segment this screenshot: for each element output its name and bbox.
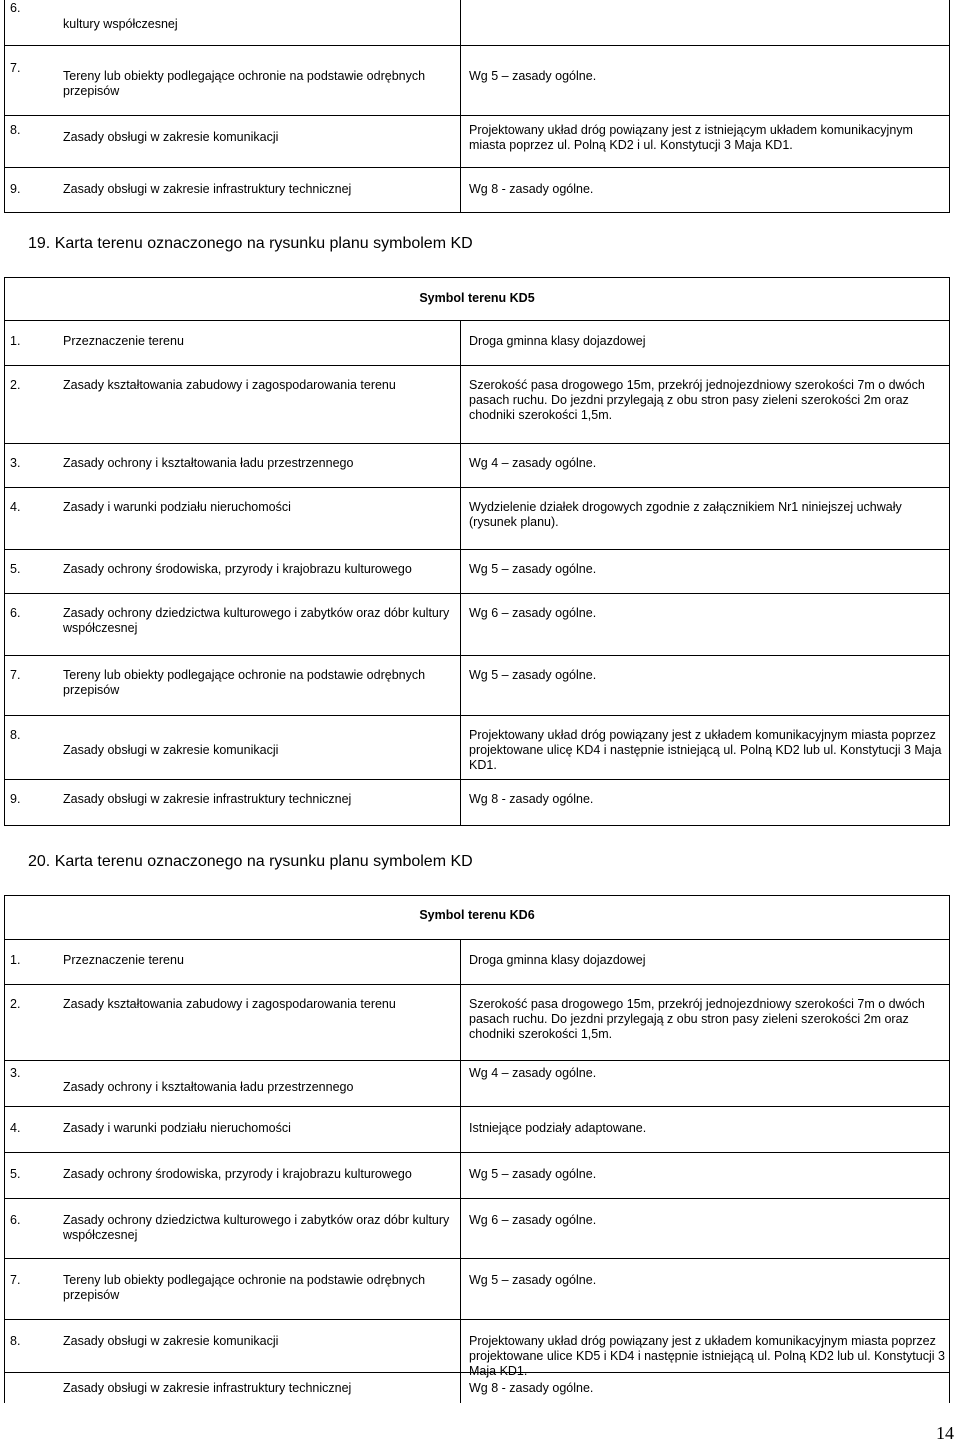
row-number: 7.: [10, 1273, 21, 1287]
row-number: 8.: [10, 728, 21, 742]
column-divider: [460, 1107, 461, 1152]
column-divider: [460, 1061, 461, 1106]
column-divider: [460, 985, 461, 1060]
row-value: Wg 6 – zasady ogólne.: [469, 606, 597, 620]
row-value: Wg 5 – zasady ogólne.: [469, 1167, 597, 1181]
row-label: Tereny lub obiekty podlegające ochronie na podstawie odrębnych przepisów: [63, 1273, 426, 1302]
row-label: Przeznaczenie terenu: [63, 334, 184, 348]
row-value: Projektowany układ dróg powiązany jest z układem komunikacyjnym miasta poprzez projektowane ulice KD5 i KD4 i następnie istniejącą ul. Polną KD2 lub ul. Konstytucji 3 Maja KD1.: [469, 1334, 945, 1378]
table-row: [4, 1061, 950, 1107]
row-number: 7.: [10, 61, 21, 75]
column-divider: [460, 1320, 461, 1372]
row-value: Wg 5 – zasady ogólne.: [469, 1273, 597, 1287]
table-row: [4, 168, 950, 213]
row-label: Zasady ochrony i kształtowania ładu przestrzennego: [63, 1080, 354, 1094]
row-number: 6.: [10, 1213, 21, 1227]
symbol-row: [4, 895, 950, 940]
row-label: Zasady ochrony dziedzictwa kulturowego i zabytków oraz dóbr kultury współczesnej: [63, 1213, 450, 1242]
row-number: 4.: [10, 500, 21, 514]
table-row: [4, 716, 950, 780]
page-number: 14: [936, 1423, 954, 1443]
row-number: 3.: [10, 456, 21, 470]
column-divider: [460, 780, 461, 825]
row-label: Zasady obsługi w zakresie infrastruktury technicznej: [63, 792, 352, 806]
row-value: Wg 8 - zasady ogólne.: [469, 182, 594, 196]
table-row: [4, 1153, 950, 1199]
table-row: [4, 940, 950, 985]
row-value: Wg 8 - zasady ogólne.: [469, 1381, 594, 1395]
column-divider: [460, 321, 461, 365]
table-row: [4, 1259, 950, 1320]
row-value: Wg 4 – zasady ogólne.: [469, 456, 597, 470]
column-divider: [460, 1373, 461, 1403]
row-value: Wg 8 - zasady ogólne.: [469, 792, 594, 806]
row-value: Wydzielenie działek drogowych zgodnie z załącznikiem Nr1 niniejszej uchwały (rysunek planu).: [469, 500, 902, 529]
table-row: [4, 488, 950, 550]
column-divider: [460, 168, 461, 212]
row-number: 7.: [10, 668, 21, 682]
column-divider: [460, 488, 461, 549]
column-divider: [460, 716, 461, 779]
row-label: Przeznaczenie terenu: [63, 953, 184, 967]
table-row: [4, 985, 950, 1061]
row-label: Tereny lub obiekty podlegające ochronie na podstawie odrębnych przepisów: [63, 69, 426, 98]
row-number: 3.: [10, 1066, 21, 1080]
column-divider: [460, 550, 461, 593]
row-number: 9.: [10, 792, 21, 806]
table-row: [4, 594, 950, 656]
column-divider: [460, 444, 461, 487]
row-number: 2.: [10, 997, 21, 1011]
row-label: Zasady kształtowania zabudowy i zagospodarowania terenu: [63, 378, 396, 392]
row-number: 9.: [10, 182, 21, 196]
row-label: kultury współczesnej: [63, 17, 178, 31]
row-number: 8.: [10, 123, 21, 137]
column-divider: [460, 116, 461, 167]
row-number: 2.: [10, 378, 21, 392]
row-label: Zasady obsługi w zakresie komunikacji: [63, 1334, 279, 1348]
row-number: 5.: [10, 1167, 21, 1181]
row-number: 1.: [10, 953, 21, 967]
symbol-row: [4, 277, 950, 321]
column-divider: [460, 1153, 461, 1198]
column-divider: [460, 366, 461, 443]
row-value: Wg 6 – zasady ogólne.: [469, 1213, 597, 1227]
row-label: Zasady obsługi w zakresie infrastruktury technicznej: [63, 1381, 352, 1395]
table-row: [4, 116, 950, 168]
row-value: Wg 4 – zasady ogólne.: [469, 1066, 597, 1080]
row-label: Tereny lub obiekty podlegające ochronie na podstawie odrębnych przepisów: [63, 668, 426, 697]
column-divider: [460, 656, 461, 715]
row-value: Wg 5 – zasady ogólne.: [469, 562, 597, 576]
row-value: Szerokość pasa drogowego 15m, przekrój jednojezdniowy szerokości 7m o dwóch pasach ruchu. Do jezdni przylegają z obu stron pasy zieleni szerokości 2m oraz chodniki szerokości 1,5m.: [469, 378, 925, 422]
table-row: [4, 1107, 950, 1153]
row-number: 6.: [10, 1, 21, 15]
row-value: Projektowany układ dróg powiązany jest z istniejącym układem komunikacyjnym miasta poprzez ul. Polną KD2 i ul. Konstytucji 3 Maja KD1.: [469, 123, 913, 152]
section-heading: 19. Karta terenu oznaczonego na rysunku planu symbolem KD: [28, 235, 473, 252]
row-label: Zasady ochrony środowiska, przyrody i krajobrazu kulturowego: [63, 1167, 412, 1181]
symbol-title: Symbol terenu KD6: [419, 908, 535, 922]
row-number: 4.: [10, 1121, 21, 1135]
row-value: Wg 5 – zasady ogólne.: [469, 69, 597, 83]
kd5-table: [4, 277, 950, 826]
row-value: Istniejące podziały adaptowane.: [469, 1121, 647, 1135]
table-row: [4, 1373, 950, 1403]
row-label: Zasady ochrony środowiska, przyrody i krajobrazu kulturowego: [63, 562, 412, 576]
row-label: Zasady ochrony i kształtowania ładu przestrzennego: [63, 456, 354, 470]
table-row: [4, 656, 950, 716]
row-value: Wg 5 – zasady ogólne.: [469, 668, 597, 682]
row-number: 6.: [10, 606, 21, 620]
table-row: [4, 1320, 950, 1378]
column-divider: [460, 1199, 461, 1258]
table-row: [4, 550, 950, 594]
continued-table: [4, 0, 950, 213]
row-value: Droga gminna klasy dojazdowej: [469, 953, 646, 967]
row-label: Zasady obsługi w zakresie komunikacji: [63, 743, 279, 757]
row-value: Droga gminna klasy dojazdowej: [469, 334, 646, 348]
row-label: Zasady kształtowania zabudowy i zagospodarowania terenu: [63, 997, 396, 1011]
table-row: [4, 444, 950, 488]
row-number: 1.: [10, 334, 21, 348]
table-row: [4, 366, 950, 444]
column-divider: [460, 1259, 461, 1319]
symbol-title: Symbol terenu KD5: [419, 291, 535, 305]
column-divider: [460, 594, 461, 655]
row-label: Zasady i warunki podziału nieruchomości: [63, 1121, 291, 1135]
row-label: Zasady ochrony dziedzictwa kulturowego i zabytków oraz dóbr kultury współczesnej: [63, 606, 450, 635]
table-row: [4, 321, 950, 366]
kd6-table: [4, 895, 950, 1403]
table-row: [4, 0, 950, 46]
table-row: [4, 46, 950, 116]
row-label: Zasady obsługi w zakresie komunikacji: [63, 130, 279, 144]
row-number: 8.: [10, 1334, 21, 1348]
column-divider: [460, 0, 461, 45]
section-heading: 20. Karta terenu oznaczonego na rysunku planu symbolem KD: [28, 853, 473, 870]
column-divider: [460, 940, 461, 984]
row-label: Zasady obsługi w zakresie infrastruktury technicznej: [63, 182, 352, 196]
table-row: [4, 1199, 950, 1259]
row-label: Zasady i warunki podziału nieruchomości: [63, 500, 291, 514]
column-divider: [460, 46, 461, 115]
row-number: 5.: [10, 562, 21, 576]
row-value: Projektowany układ dróg powiązany jest z układem komunikacyjnym miasta poprzez projektowane ulicę KD4 i następnie istniejącą ul. Polną KD2 lub ul. Konstytucji 3 Maja KD1.: [469, 728, 942, 772]
table-row: [4, 780, 950, 826]
row-value: Szerokość pasa drogowego 15m, przekrój jednojezdniowy szerokości 7m o dwóch pasach ruchu. Do jezdni przylegają z obu stron pasy zieleni szerokości 2m oraz chodniki szerokości 1,5m.: [469, 997, 925, 1041]
